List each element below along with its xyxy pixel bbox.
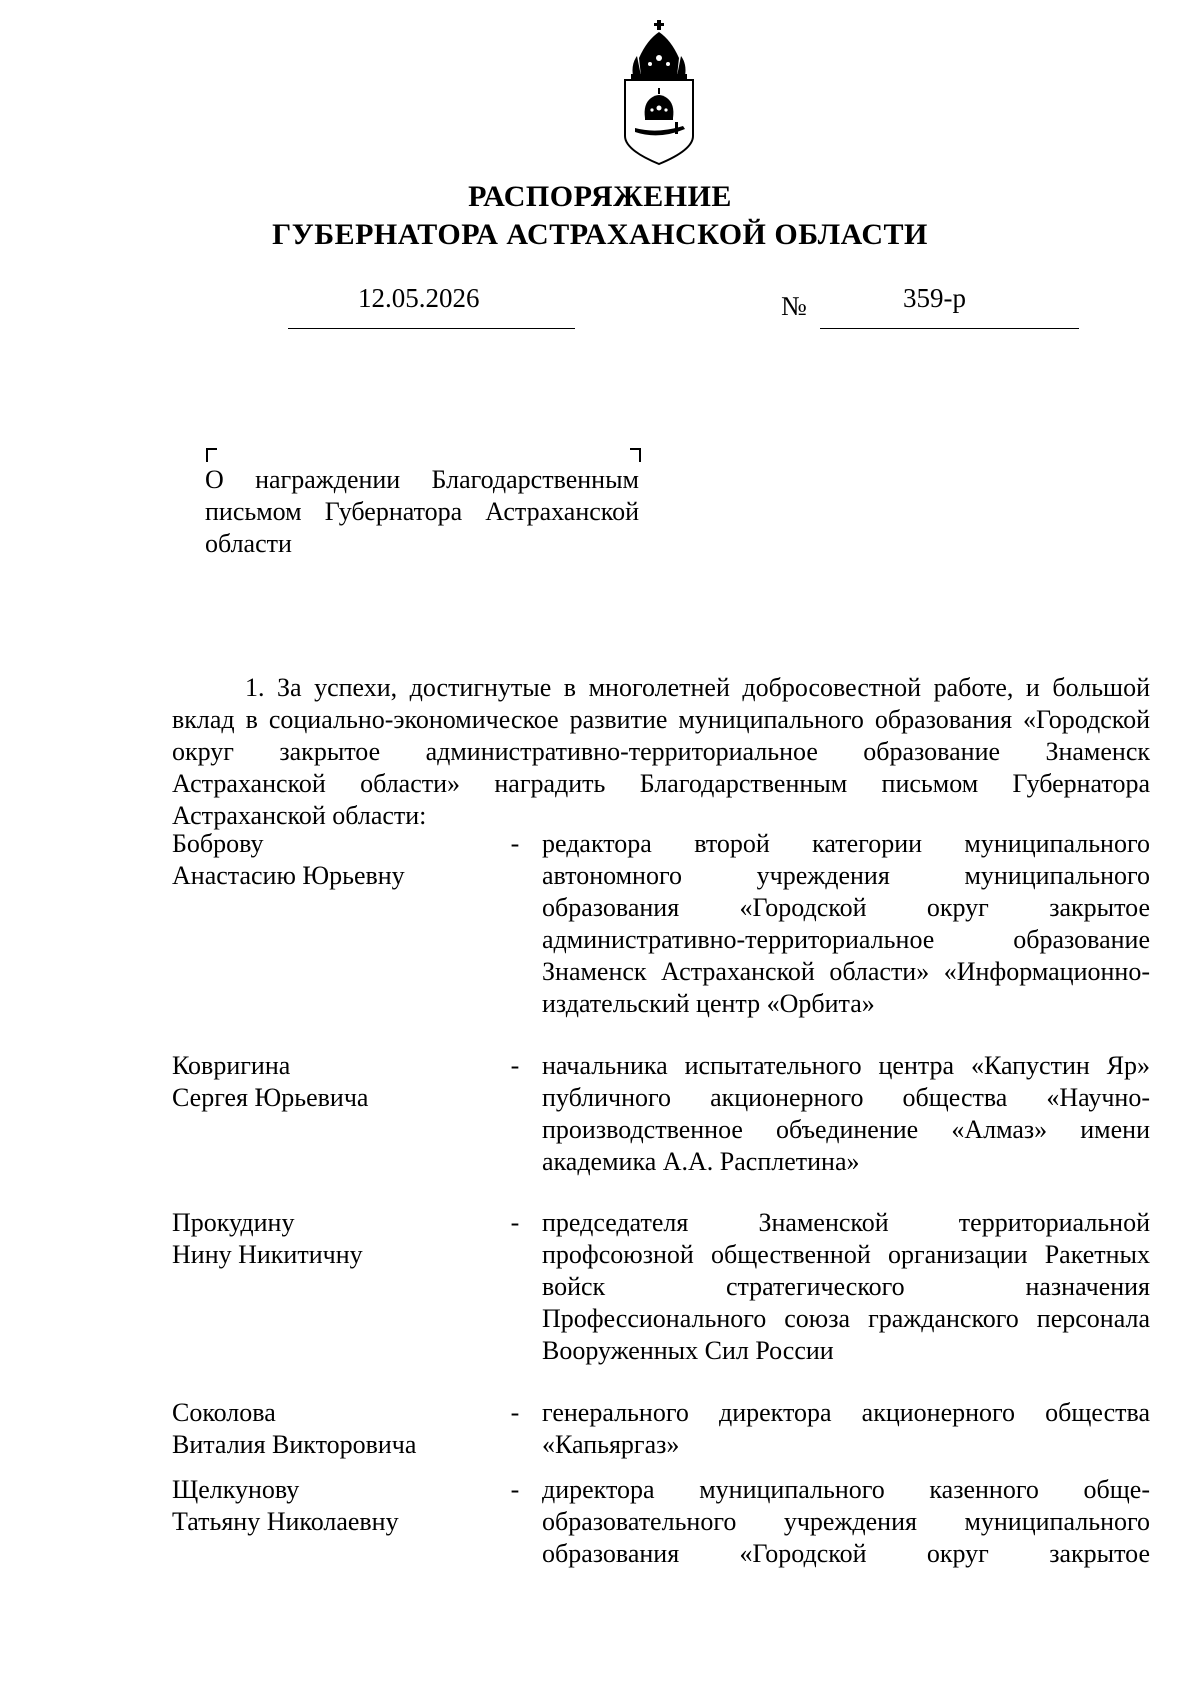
document-title: РАСПОРЯЖЕНИЕ [468,180,732,213]
awardee-surname: Боброву [172,829,264,858]
astrakhan-coat-of-arms-icon [617,18,701,166]
awardee-surname: Прокудину [172,1208,295,1237]
date-underline [288,328,575,329]
document-subject: О награждении Благодарственным письмом Губернатора Астраханской области [205,465,639,558]
document-number: 359-р [903,283,966,313]
subject-corner-right [630,448,641,462]
awardee-name [172,1207,502,1271]
awardee-surname: Щелкунову [172,1475,300,1504]
number-underline [820,328,1079,329]
awardee-position: генерального директора акционерного общества «Капьяргаз» [542,1398,1150,1459]
main-paragraph: 1. За успехи, достигнутые в многолетней добросовестной работе, и большой вклад в социально-экономическое развитие муниципального образования «Городской округ закрытое административно-территориальное образование Знаменск Астраханской области» наградить Благодарственным письмом Губернатора Астраханской области: [172,673,1150,830]
awardee-given-names: Нину Никитичну [172,1240,363,1269]
awardee-given-names: Виталия Викторовича [172,1430,417,1459]
number-sign: № [781,291,807,321]
entry-dash: - [510,1051,520,1080]
document-issuer: ГУБЕРНАТОРА АСТРАХАНСКОЙ ОБЛАСТИ [272,218,928,251]
awardee-name [172,1050,502,1114]
awardee-name [172,1397,502,1461]
awardee-position: председателя Знаменской территориальной профсоюзной общественной организации Ракетных войск стратегического назначения Профессионального союза гражданского персонала Вооруженных Сил России [542,1208,1150,1365]
awardee-surname: Соколова [172,1398,276,1427]
entry-dash: - [510,1208,520,1237]
awardee-position: директора муниципального казенного общеобразовательного учреждения муниципального образования «Городской округ закрытое [542,1475,1150,1568]
document-date: 12.05.2026 [358,283,480,313]
awardee-surname: Ковригина [172,1051,291,1080]
entry-dash: - [510,829,520,858]
awardee-name [172,1474,502,1538]
entry-dash: - [510,1398,520,1427]
awardee-name [172,828,502,892]
awardee-position: редактора второй категории муниципального автономного учреждения муниципального образования «Городской округ закрытое административно-территориальное образование Знаменск Астраханской области» «Информационно-издательский центр «Орбита» [542,829,1150,1018]
awardee-given-names: Татьяну Николаевну [172,1507,399,1536]
awardee-position: начальника испытательного центра «Капустин Яр» публичного акционерного общества «Научно-производственное объединение «Алмаз» имени академика А.А. Расплетина» [542,1051,1150,1176]
entry-dash: - [510,1475,520,1504]
subject-corner-left [206,448,217,462]
awardee-given-names: Сергея Юрьевича [172,1083,369,1112]
awardee-given-names: Анастасию Юрьевну [172,861,405,890]
